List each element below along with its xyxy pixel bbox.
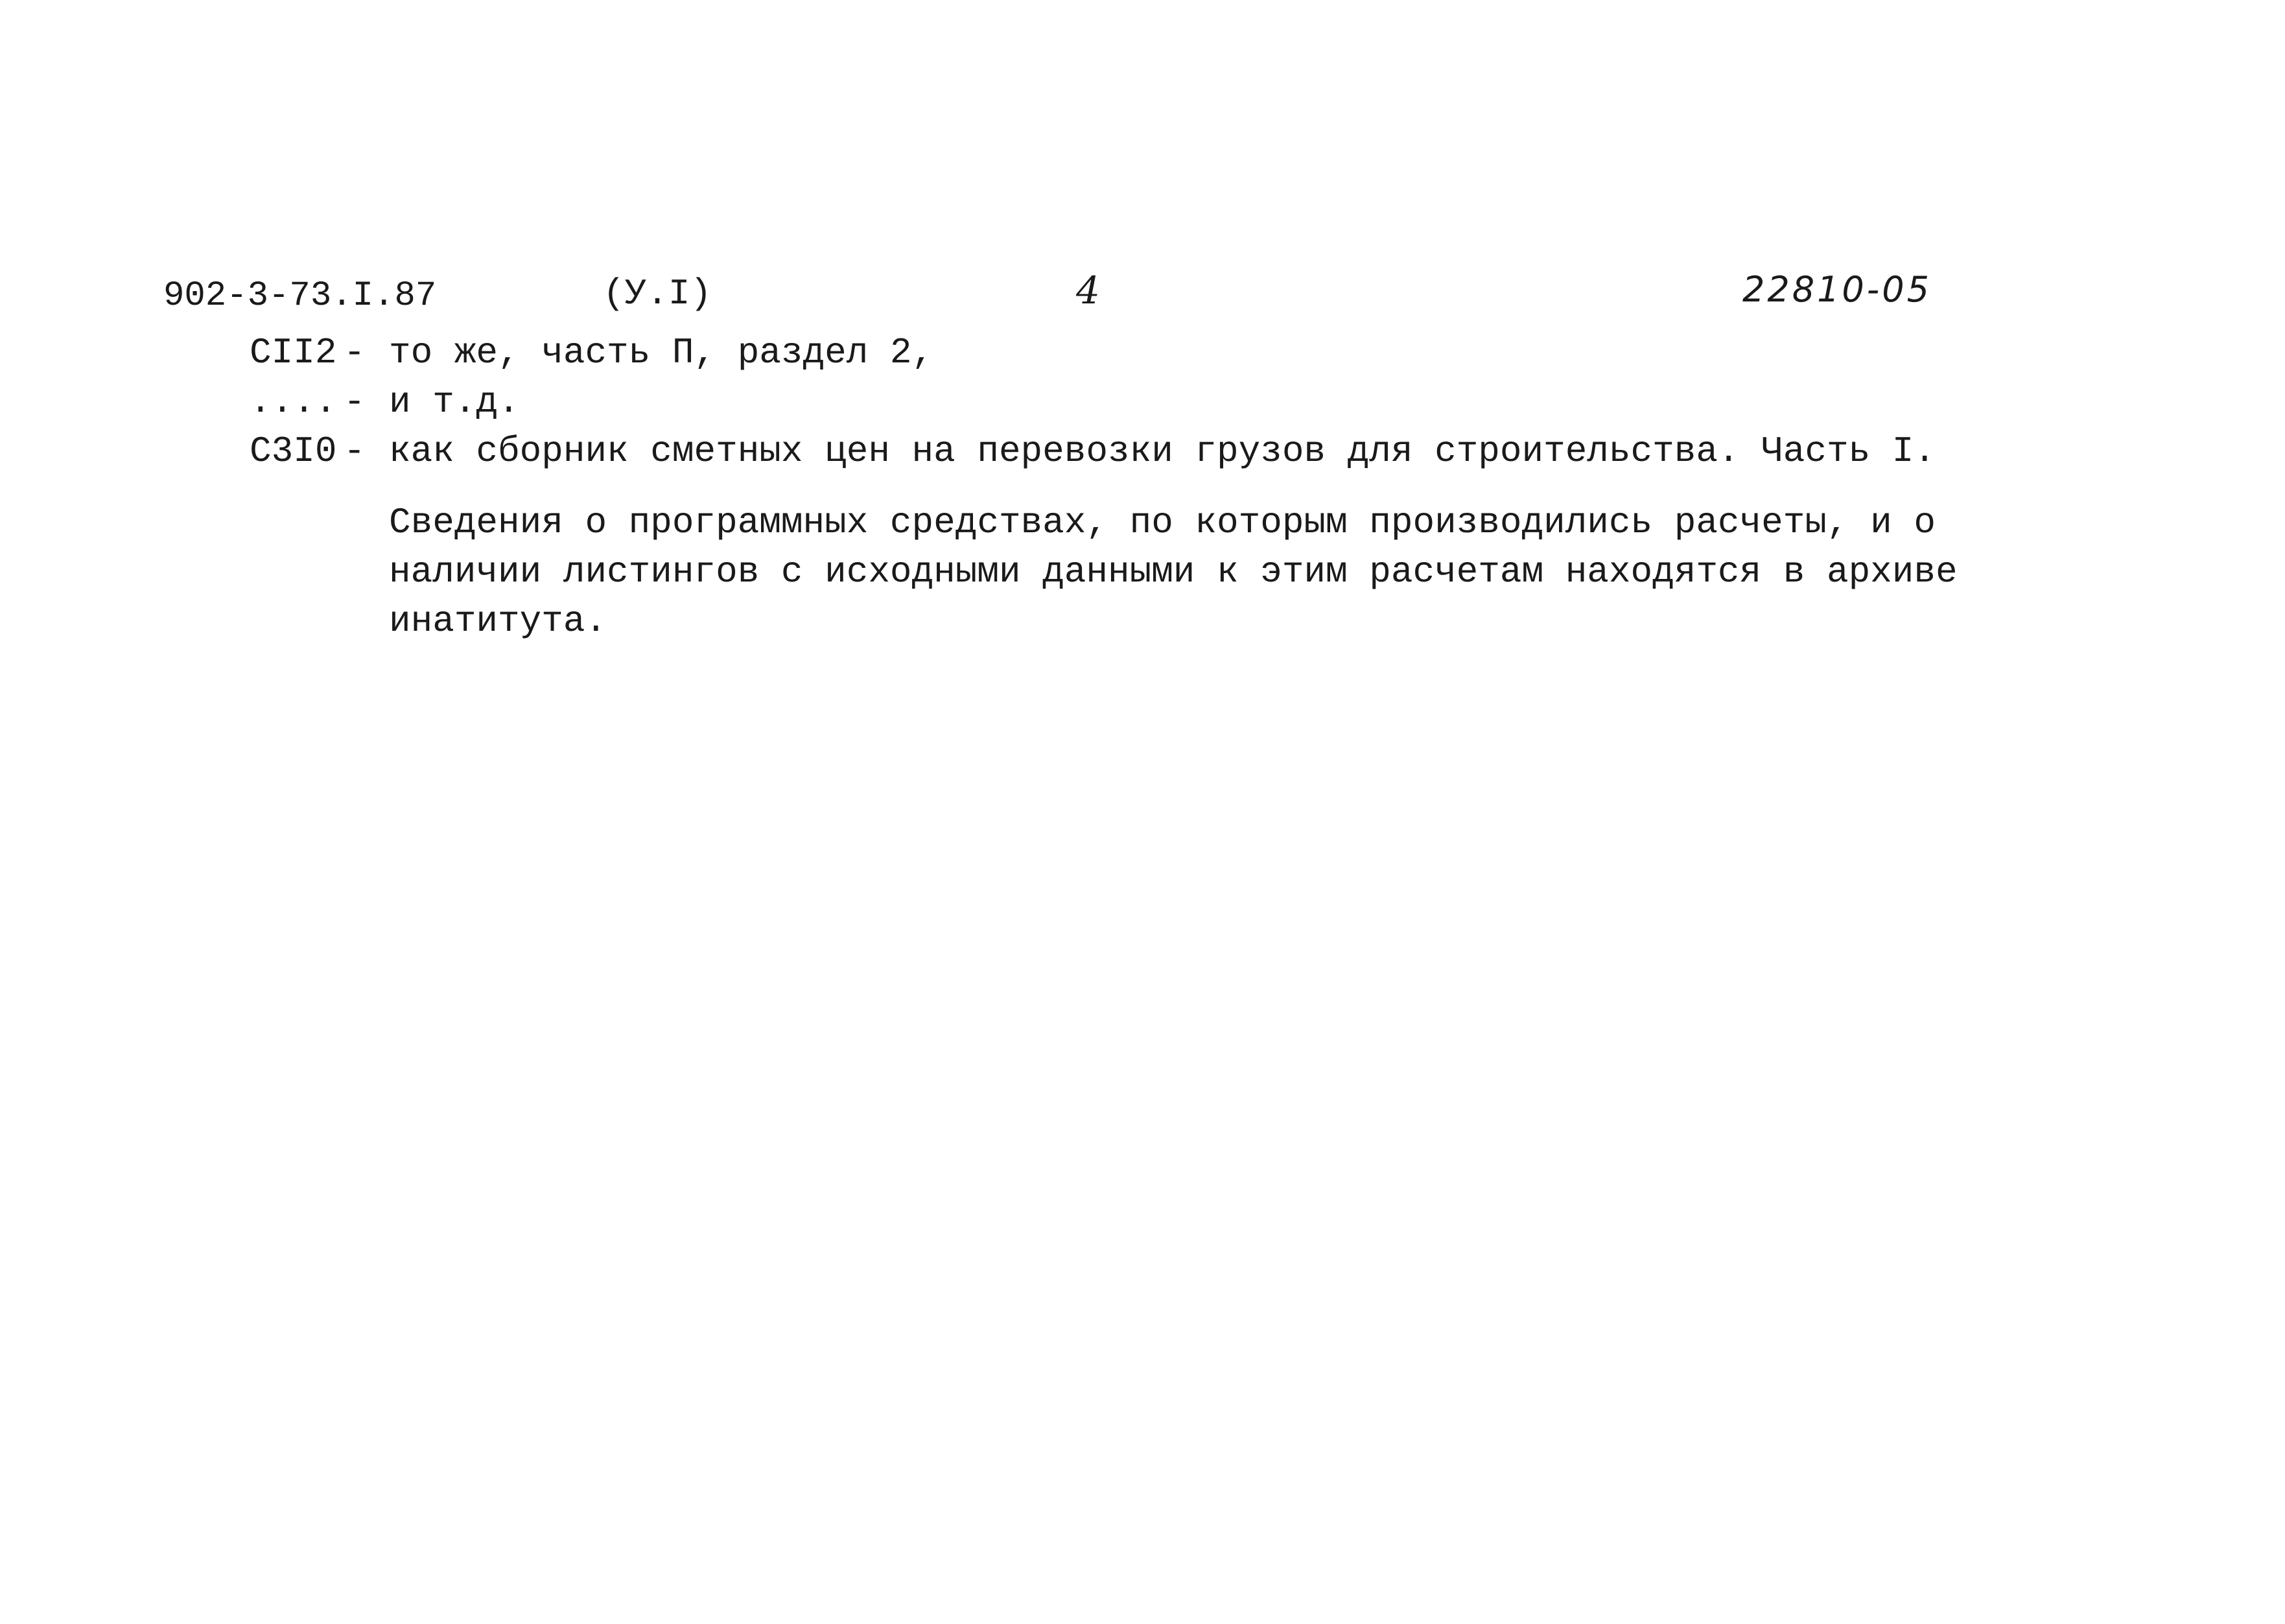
paragraph-line: Сведения о программных средствах, по которым производились расчеты, и о (389, 502, 1936, 543)
entry-text: и т.д. (389, 381, 520, 423)
list-item (250, 430, 1936, 472)
entry-dash: - (344, 332, 366, 373)
inventory-number: 22810-05 (1742, 269, 1932, 310)
entry-dash: - (344, 381, 366, 423)
entry-dash: - (344, 430, 366, 472)
paragraph-line: наличии листингов с исходными данными к этим расчетам находятся в архиве (389, 551, 1958, 593)
list-item (250, 332, 934, 373)
entry-code: С3I0 (250, 430, 337, 472)
document-code: 902-3-73.I.87 (163, 276, 437, 316)
entry-text: то же, часть П, раздел 2, (389, 332, 934, 373)
list-item (250, 381, 520, 423)
entry-text: как сборник сметных цен на перевозки грузов для строительства. Часть I. (389, 430, 1936, 472)
page-number: 4 (1076, 268, 1100, 312)
entry-code: СII2 (250, 332, 337, 373)
info-paragraph (389, 498, 1958, 646)
paragraph-line: инатитута. (389, 600, 607, 642)
sheet-mark: (У.I) (603, 273, 712, 314)
entry-code: .... (250, 381, 337, 423)
